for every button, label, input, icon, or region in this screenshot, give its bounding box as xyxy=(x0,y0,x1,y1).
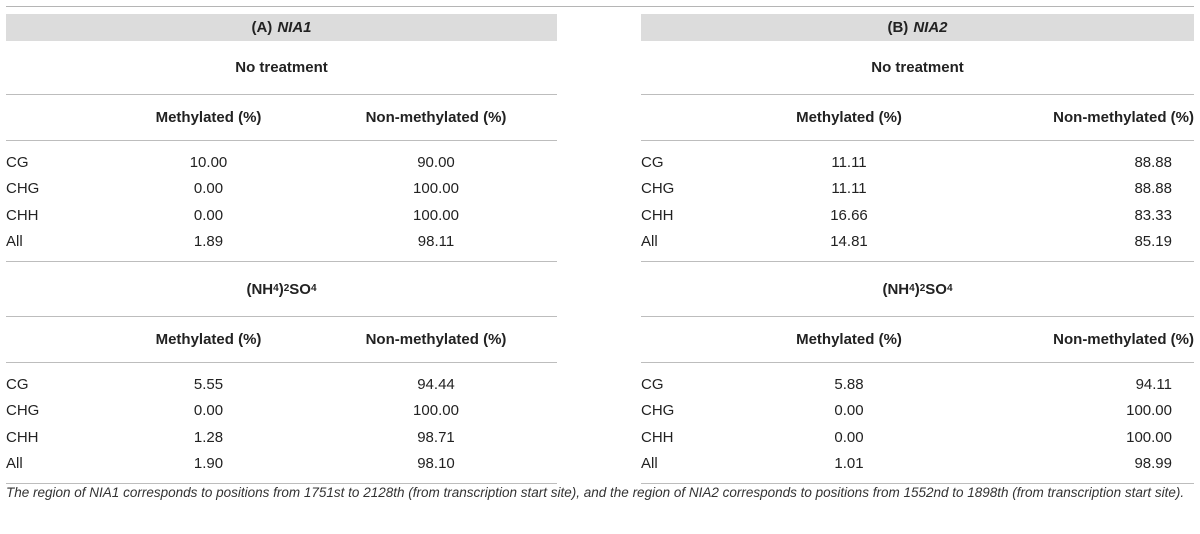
section-title-ammonium-sulfate: (NH 4 ) 2 SO 4 xyxy=(641,262,1194,317)
column-header-non-methylated: Non-methylated (%) xyxy=(1053,331,1194,348)
context-cell: All xyxy=(641,455,658,473)
table-body xyxy=(641,141,1194,262)
panel-nia1 xyxy=(6,14,557,484)
table-row xyxy=(6,176,557,203)
non-methylated-cell: 88.88 xyxy=(1134,153,1172,171)
context-cell: CHG xyxy=(641,402,675,420)
panel-title xyxy=(641,14,1194,41)
context-cell: CHH xyxy=(6,428,39,446)
methylated-cell: 1.89 xyxy=(193,233,224,251)
non-methylated-cell: 88.88 xyxy=(1134,180,1172,198)
table-row xyxy=(6,424,557,451)
column-header-row xyxy=(6,317,557,363)
formula-part: SO xyxy=(925,280,947,298)
table-body xyxy=(6,141,557,262)
methylated-cell: 1.90 xyxy=(193,455,224,473)
panel-title-prefix: (A) xyxy=(251,19,273,36)
context-cell: All xyxy=(641,233,658,251)
non-methylated-cell: 94.11 xyxy=(1135,375,1172,393)
context-cell: All xyxy=(6,455,23,473)
column-header-methylated: Methylated (%) xyxy=(796,331,902,348)
methylated-cell: 14.81 xyxy=(830,233,868,251)
non-methylated-cell: 100.00 xyxy=(413,180,459,198)
table-row xyxy=(641,149,1194,176)
non-methylated-cell: 98.10 xyxy=(417,455,455,473)
table-row xyxy=(6,371,557,398)
methylated-cell: 0.00 xyxy=(193,206,224,224)
table-footnote: The region of NIA1 corresponds to positions from 1751st to 2128th (from transcription start site), and the region of NIA2 corresponds to positions from 1552nd to 1898th (from transcription start site). xyxy=(6,485,1185,500)
methylated-cell: 1.01 xyxy=(834,455,864,473)
section-title-ammonium-sulfate: (NH 4 ) 2 SO 4 xyxy=(6,262,557,317)
table-row xyxy=(641,424,1194,451)
methylated-cell: 5.88 xyxy=(834,375,864,393)
context-cell: CG xyxy=(6,153,29,171)
table-row xyxy=(641,371,1194,398)
context-cell: CHG xyxy=(6,402,40,420)
methylated-cell: 0.00 xyxy=(834,428,864,446)
table-row xyxy=(641,451,1194,478)
column-header-row xyxy=(641,95,1194,141)
top-rule xyxy=(6,6,1194,7)
table-row xyxy=(6,149,557,176)
context-cell: CG xyxy=(641,375,664,393)
column-header-methylated: Methylated (%) xyxy=(155,331,262,348)
methylated-cell: 0.00 xyxy=(834,402,864,420)
column-header-non-methylated: Non-methylated (%) xyxy=(365,331,507,348)
column-header-row xyxy=(641,317,1194,363)
context-cell: CHH xyxy=(641,428,674,446)
non-methylated-cell: 98.99 xyxy=(1134,455,1172,473)
non-methylated-cell: 98.11 xyxy=(417,233,455,251)
context-cell: CHG xyxy=(641,180,675,198)
non-methylated-cell: 94.44 xyxy=(417,375,455,393)
context-cell: CHH xyxy=(641,206,674,224)
non-methylated-cell: 85.19 xyxy=(1134,233,1172,251)
formula-part: ) xyxy=(278,280,284,298)
methylated-cell: 0.00 xyxy=(193,402,224,420)
panel-title-gene: NIA2 xyxy=(913,19,948,36)
column-header-non-methylated: Non-methylated (%) xyxy=(1053,109,1194,126)
formula-part: ) xyxy=(914,280,920,298)
non-methylated-cell: 90.00 xyxy=(417,153,455,171)
formula-part: (NH xyxy=(246,280,274,298)
table-row xyxy=(641,176,1194,203)
table-row xyxy=(6,398,557,425)
non-methylated-cell: 100.00 xyxy=(413,402,459,420)
table-row xyxy=(6,451,557,478)
non-methylated-cell: 98.71 xyxy=(417,428,455,446)
methylated-cell: 1.28 xyxy=(193,428,224,446)
panel-title-prefix: (B) xyxy=(887,19,909,36)
column-header-methylated: Methylated (%) xyxy=(155,109,262,126)
formula-part: SO xyxy=(289,280,311,298)
table-body xyxy=(6,363,557,484)
table-body xyxy=(641,363,1194,484)
column-header-methylated: Methylated (%) xyxy=(796,109,902,126)
section-title-no-treatment: No treatment xyxy=(6,41,557,95)
column-header-non-methylated: Non-methylated (%) xyxy=(365,109,507,126)
formula-part: (NH xyxy=(882,280,910,298)
context-cell: CG xyxy=(641,153,664,171)
methylated-cell: 10.00 xyxy=(189,153,228,171)
panel-title xyxy=(6,14,557,41)
panel-nia2 xyxy=(641,14,1194,484)
panel-title-gene: NIA1 xyxy=(277,19,312,36)
methylated-cell: 5.55 xyxy=(193,375,224,393)
table-row xyxy=(6,229,557,256)
context-cell: CG xyxy=(6,375,29,393)
column-header-row xyxy=(6,95,557,141)
section-title-no-treatment: No treatment xyxy=(641,41,1194,95)
non-methylated-cell: 100.00 xyxy=(1126,428,1172,446)
methylated-cell: 0.00 xyxy=(193,180,224,198)
methylated-cell: 11.11 xyxy=(831,180,867,198)
methylated-cell: 16.66 xyxy=(830,206,868,224)
table-row xyxy=(6,202,557,229)
context-cell: All xyxy=(6,233,23,251)
table-row xyxy=(641,398,1194,425)
context-cell: CHG xyxy=(6,180,40,198)
non-methylated-cell: 100.00 xyxy=(1126,402,1172,420)
non-methylated-cell: 83.33 xyxy=(1134,206,1172,224)
table-row xyxy=(641,229,1194,256)
table-row xyxy=(641,202,1194,229)
context-cell: CHH xyxy=(6,206,39,224)
non-methylated-cell: 100.00 xyxy=(413,206,459,224)
methylated-cell: 11.11 xyxy=(831,153,867,171)
